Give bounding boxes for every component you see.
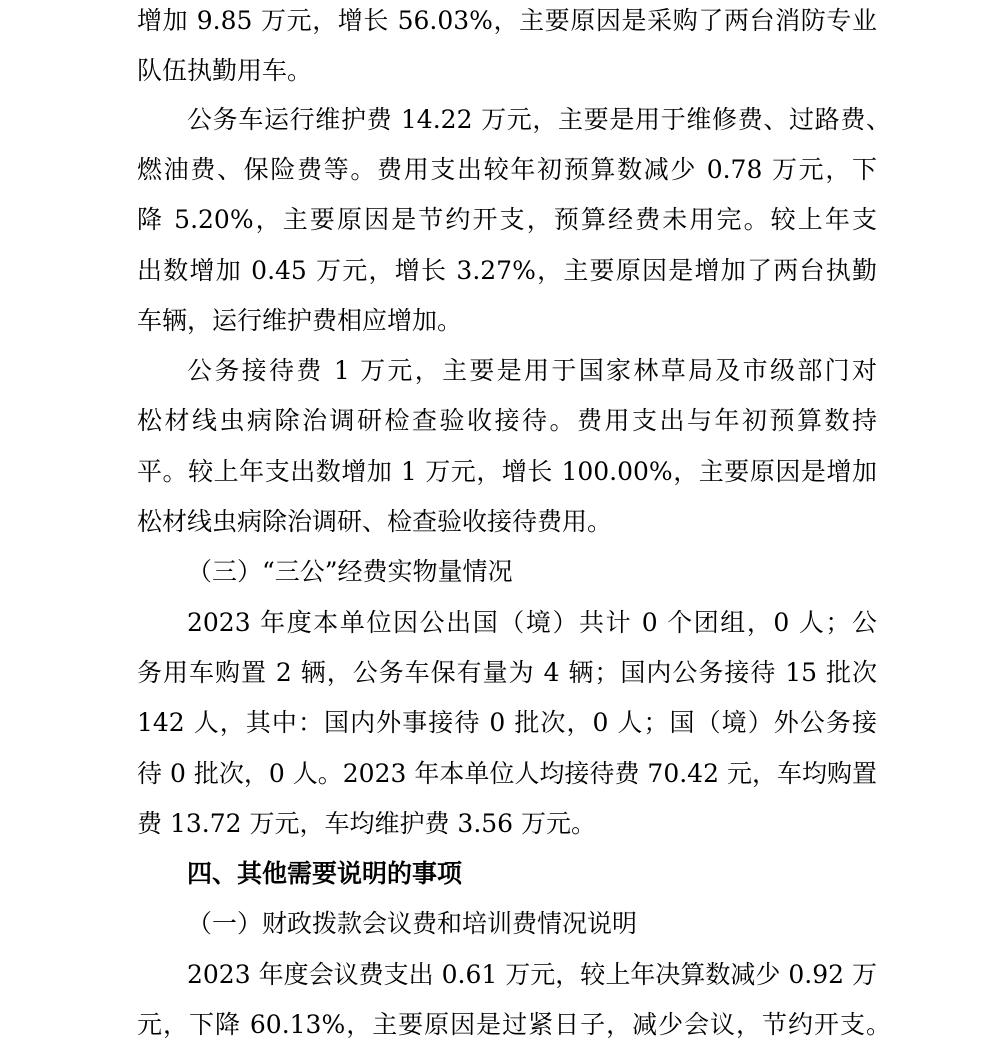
body-text-line: 费 13.72 万元，车均维护费 3.56 万元。 <box>137 809 597 838</box>
body-text-line: 队伍执勤用车。 <box>137 56 313 85</box>
body-text-line: 增加 9.85 万元，增长 56.03%，主要原因是采购了两台消防专业 <box>137 6 877 35</box>
chapter-heading: 四、其他需要说明的事项 <box>187 859 463 888</box>
section-heading: （三）“三公”经费实物量情况 <box>187 557 513 586</box>
paragraph-first-line: 公务接待费 1 万元，主要是用于国家林草局及市级部门对 <box>187 356 877 385</box>
section-heading: （一）财政拨款会议费和培训费情况说明 <box>187 909 638 938</box>
body-text-line: 松材线虫病除治调研检查验收接待。费用支出与年初预算数持 <box>137 406 877 435</box>
paragraph-first-line: 2023 年度本单位因公出国（境）共计 0 个团组，0 人；公 <box>187 608 877 637</box>
body-text-line: 平。较上年支出数增加 1 万元，增长 100.00%，主要原因是增加 <box>137 457 877 486</box>
body-text-line: 车辆，运行维护费相应增加。 <box>137 306 463 335</box>
body-text-line: 待 0 批次，0 人。2023 年本单位人均接待费 70.42 元，车均购置 <box>137 759 877 788</box>
paragraph-first-line: 公务车运行维护费 14.22 万元，主要是用于维修费、过路费、 <box>187 105 891 134</box>
body-text-line: 出数增加 0.45 万元，增长 3.27%，主要原因是增加了两台执勤 <box>137 256 877 285</box>
body-text-line: 松材线虫病除治调研、检查验收接待费用。 <box>137 507 613 536</box>
body-text-line: 燃油费、保险费等。费用支出较年初预算数减少 0.78 万元，下 <box>137 155 877 184</box>
body-text-line: 降 5.20%，主要原因是节约开支，预算经费未用完。较上年支 <box>137 205 877 234</box>
body-text-line: 务用车购置 2 辆，公务车保有量为 4 辆；国内公务接待 15 批次 <box>137 658 877 687</box>
paragraph-first-line: 2023 年度会议费支出 0.61 万元，较上年决算数减少 0.92 万 <box>187 960 877 989</box>
body-text-line: 142 人，其中：国内外事接待 0 批次，0 人；国（境）外公务接 <box>137 708 877 737</box>
body-text-line: 元，下降 60.13%，主要原因是过紧日子，减少会议，节约开支。 <box>137 1010 891 1039</box>
